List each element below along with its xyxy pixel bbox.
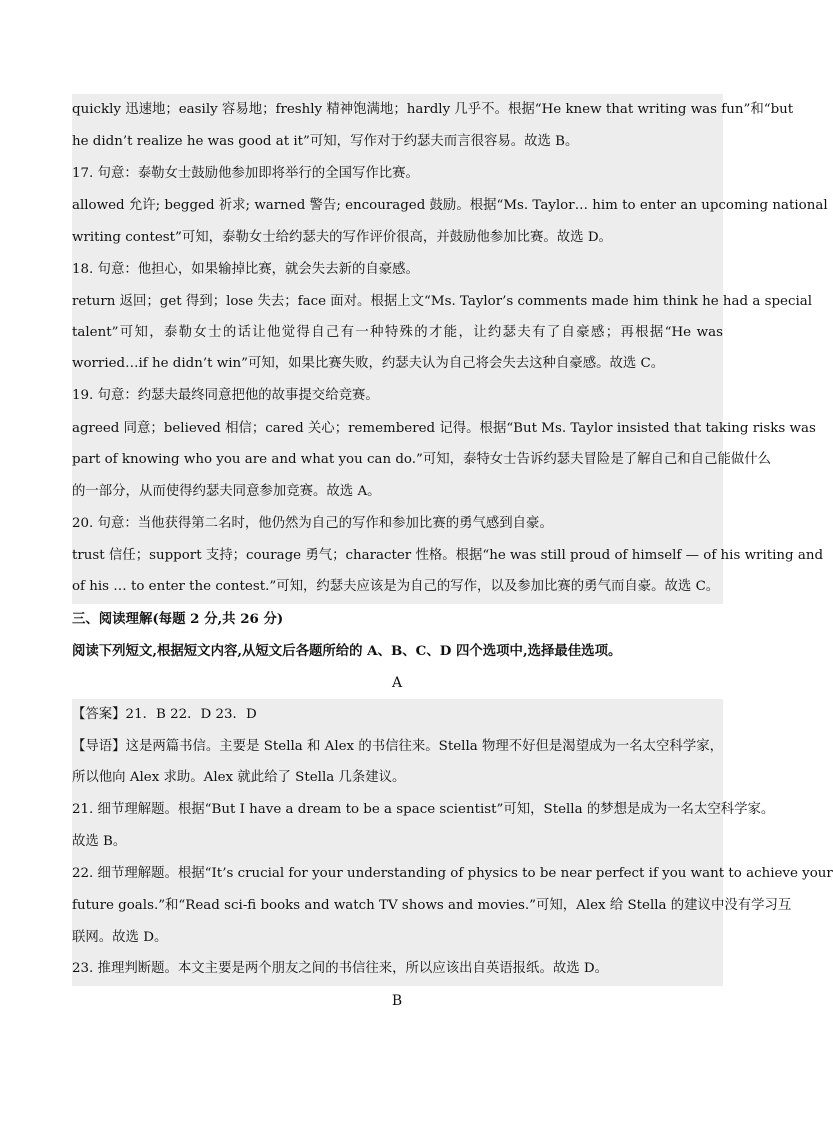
text-line: quickly 迅速地；easily 容易地；freshly 精神饱满地；hardly 几乎不。根据“He knew that writing was fun”和“but (72, 102, 794, 117)
text-line: 【导语】这是两篇书信。主要是 Stella 和 Alex 的书信往来。Stella 物理不好但是渴望成为一名太空科学家， (72, 739, 723, 754)
text-line: future goals.”和“Read sci-fi books and watch TV shows and movies.”可知，Alex 给 Stella 的建议中没有学习互 (72, 898, 792, 913)
passage-b-label: B (391, 993, 403, 1009)
question-20-heading: 20. 句意：当他获得第二名时，他仍然为自己的写作和参加比赛的勇气感到自豪。 (72, 516, 553, 531)
text-line: trust 信任；support 支持；courage 勇气；character 性格。根据“he was still proud of himself — of his writing and (72, 548, 824, 563)
text-line: he didn’t realize he was good at it”可知，写作对于约瑟夫而言很容易。故选 B。 (72, 134, 579, 149)
section-3-heading: 三、阅读理解(每题 2 分,共 26 分) (72, 611, 284, 627)
passage-a-label: A (391, 675, 403, 691)
text-line: 故选 B。 (72, 834, 127, 849)
text-line: agreed 同意；believed 相信；cared 关心；remembered 记得。根据“But Ms. Taylor insisted that taking risks was (72, 421, 816, 436)
text-line: allowed 允许; begged 祈求; warned 警告; encouraged 鼓励。根据“Ms. Taylor… him to enter an upcoming national (72, 198, 828, 213)
question-17-heading: 17. 句意：泰勒女士鼓励他参加即将举行的全国写作比赛。 (72, 166, 419, 181)
question-18-heading: 18. 句意：他担心，如果输掉比赛，就会失去新的自豪感。 (72, 262, 419, 277)
question-22-explanation: 22. 细节理解题。根据“It’s crucial for your understanding of physics to be near perfect if you want to achieve your (72, 866, 833, 881)
text-line: writing contest”可知，泰勒女士给约瑟夫的写作评价很高，并鼓励他参加比赛。故选 D。 (72, 230, 612, 245)
text-line: part of knowing who you are and what you can do.”可知，泰特女士告诉约瑟夫冒险是了解自己和自己能做什么 (72, 452, 772, 467)
answer-line: 【答案】21．B 22．D 23．D (72, 707, 257, 722)
text-line: worried…if he didn’t win”可知，如果比赛失败，约瑟夫认为自己将会失去这种自豪感。故选 C。 (72, 356, 665, 371)
text-line: return 返回；get 得到；lose 失去；face 面对。根据上文“Ms. Taylor’s comments made him think he had a special (72, 294, 813, 309)
text-line: 的一部分，从而使得约瑟夫同意参加竞赛。故选 A。 (72, 484, 381, 499)
text-line: talent”可知，泰勒女士的话让他觉得自己有一种特殊的才能，让约瑟夫有了自豪感；再根据“He was (72, 325, 723, 340)
question-21-explanation: 21. 细节理解题。根据“But I have a dream to be a space scientist”可知，Stella 的梦想是成为一名太空科学家。 (72, 802, 775, 817)
question-23-explanation: 23. 推理判断题。本文主要是两个朋友之间的书信往来，所以应该出自英语报纸。故选 D。 (72, 961, 608, 976)
text-line: 所以他向 Alex 求助。Alex 就此给了 Stella 几条建议。 (72, 770, 406, 785)
text-line: of his … to enter the contest.”可知，约瑟夫应该是为自己的写作，以及参加比赛的勇气而自豪。故选 C。 (72, 579, 720, 594)
question-19-heading: 19. 句意：约瑟夫最终同意把他的故事提交给竞赛。 (72, 388, 379, 403)
text-line: 联网。故选 D。 (72, 930, 168, 945)
section-3-instructions: 阅读下列短文,根据短文内容,从短文后各题所给的 A、B、C、D 四个选项中,选择最佳选项。 (72, 643, 622, 659)
